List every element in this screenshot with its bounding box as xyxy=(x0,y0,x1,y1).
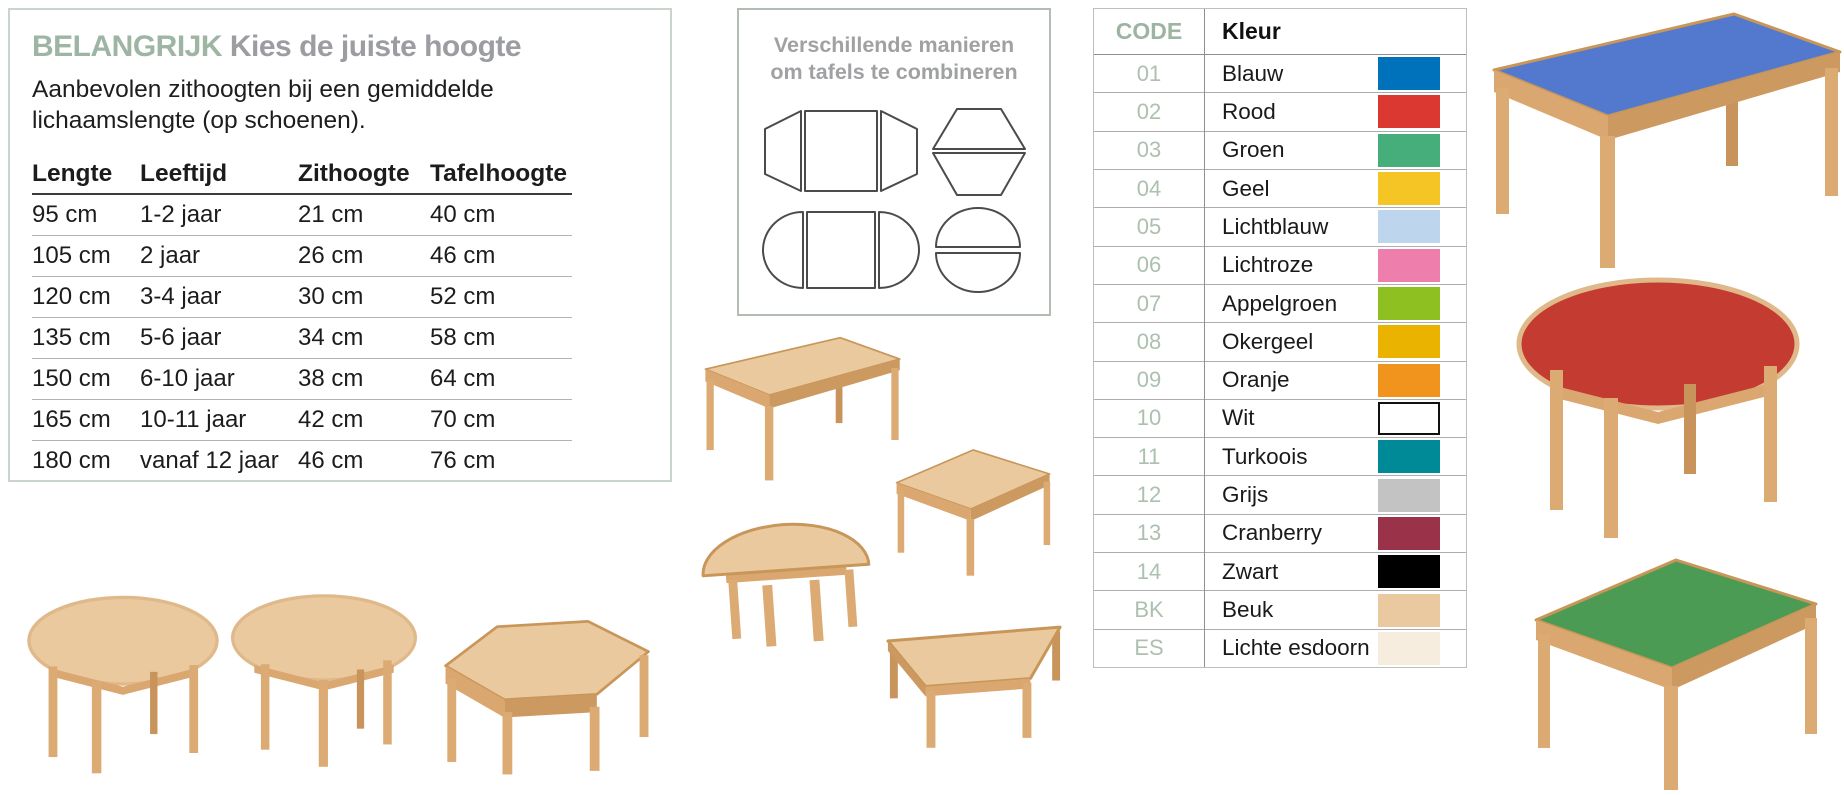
round-table xyxy=(24,592,222,776)
color-row xyxy=(1094,438,1466,476)
height-table-cell: 42 cm xyxy=(298,405,364,433)
rectangular-table-blue xyxy=(1488,6,1844,274)
height-table-cell: 52 cm xyxy=(430,282,496,310)
height-table xyxy=(32,155,572,481)
combinations-title-line1: Verschillende manieren xyxy=(773,33,1015,57)
height-table-cell: vanaf 12 jaar xyxy=(140,446,279,474)
color-swatch xyxy=(1378,325,1440,358)
color-swatch xyxy=(1378,440,1440,473)
hexagonal-table xyxy=(440,600,654,778)
height-table-cell: 40 cm xyxy=(430,200,496,228)
combinations-title xyxy=(739,32,1049,86)
height-table-column-header: Tafelhoogte xyxy=(430,159,568,187)
height-table-cell: 180 cm xyxy=(32,446,111,474)
color-swatch xyxy=(1378,172,1440,205)
height-table-cell: 3-4 jaar xyxy=(140,282,222,310)
height-table-row xyxy=(32,277,572,318)
height-table-cell: 70 cm xyxy=(430,405,496,433)
color-table-header xyxy=(1094,9,1466,55)
color-swatch xyxy=(1378,210,1440,243)
panel-title xyxy=(32,30,670,64)
height-table-cell: 1-2 jaar xyxy=(140,200,222,228)
color-row xyxy=(1094,93,1466,131)
color-swatch xyxy=(1378,364,1440,397)
height-table-column-header: Leeftijd xyxy=(140,159,228,187)
color-row xyxy=(1094,170,1466,208)
height-table-cell: 46 cm xyxy=(430,241,496,269)
color-code-cell: 01 xyxy=(1136,60,1162,86)
color-code-cell: 04 xyxy=(1136,175,1162,201)
color-row xyxy=(1094,476,1466,514)
height-table-row xyxy=(32,236,572,277)
height-table-row xyxy=(32,195,572,236)
color-row xyxy=(1094,515,1466,553)
color-code-cell: 08 xyxy=(1136,328,1162,354)
color-name-cell: Lichtroze xyxy=(1222,252,1314,278)
color-code-cell: 03 xyxy=(1136,137,1162,163)
height-table-row xyxy=(32,318,572,359)
square-table-green xyxy=(1524,542,1824,794)
color-row xyxy=(1094,285,1466,323)
color-code-cell: 11 xyxy=(1137,443,1161,469)
height-table-cell: 30 cm xyxy=(298,282,364,310)
height-table-cell: 38 cm xyxy=(298,364,364,392)
color-code-cell: BK xyxy=(1134,597,1164,623)
round-table-red xyxy=(1512,272,1804,544)
height-table-cell: 120 cm xyxy=(32,282,111,310)
square-table xyxy=(890,440,1054,578)
color-row xyxy=(1094,553,1466,591)
panel-subtitle: Aanbevolen zithoogten bij een gemiddelde lichaamslengte (op schoenen). xyxy=(32,76,494,135)
color-code-cell: ES xyxy=(1134,635,1164,661)
half-round-table xyxy=(698,508,872,648)
color-name-cell: Zwart xyxy=(1222,558,1279,584)
color-code-cell: 09 xyxy=(1136,367,1162,393)
height-table-column-header: Lengte xyxy=(32,159,113,187)
height-table-cell: 105 cm xyxy=(32,241,111,269)
color-code-cell: 05 xyxy=(1136,213,1162,239)
color-row xyxy=(1094,362,1466,400)
color-name-cell: Lichte esdoorn xyxy=(1222,635,1370,661)
color-row xyxy=(1094,247,1466,285)
height-table-row xyxy=(32,400,572,441)
trapezoid-rect-trapezoid-combination-icon xyxy=(761,108,921,194)
color-name-cell: Appelgroen xyxy=(1222,290,1338,316)
color-name-cell: Blauw xyxy=(1222,60,1284,86)
color-swatch xyxy=(1378,134,1440,167)
panel-title-rest: Kies de juiste hoogte xyxy=(229,30,522,63)
kleur-column-header: Kleur xyxy=(1222,18,1281,44)
height-table-body xyxy=(32,195,572,481)
color-swatch xyxy=(1378,632,1440,665)
height-table-row xyxy=(32,441,572,481)
height-table-cell: 76 cm xyxy=(430,446,496,474)
height-table-cell: 135 cm xyxy=(32,323,111,351)
color-name-cell: Okergeel xyxy=(1222,328,1314,354)
color-swatch xyxy=(1378,517,1440,550)
color-swatch xyxy=(1378,249,1440,282)
color-name-cell: Geel xyxy=(1222,175,1270,201)
trapezoid-table xyxy=(882,615,1066,752)
height-table-column-header: Zithoogte xyxy=(298,159,410,187)
color-swatch xyxy=(1378,402,1440,435)
color-name-cell: Groen xyxy=(1222,137,1285,163)
height-table-cell: 2 jaar xyxy=(140,241,201,269)
color-code-panel xyxy=(1093,8,1467,668)
color-row xyxy=(1094,132,1466,170)
combinations-panel xyxy=(737,8,1051,316)
split-circle-icon xyxy=(933,206,1023,296)
color-swatch xyxy=(1378,95,1440,128)
split-hexagon-icon xyxy=(931,107,1027,197)
height-table-header-row xyxy=(32,155,572,195)
height-table-cell: 64 cm xyxy=(430,364,496,392)
height-table-cell: 10-11 jaar xyxy=(140,405,247,433)
color-code-cell: 02 xyxy=(1136,98,1162,124)
halfround-rect-halfround-combination-icon xyxy=(761,210,921,290)
color-code-cell: 10 xyxy=(1136,405,1162,431)
color-name-cell: Lichtblauw xyxy=(1222,213,1329,239)
combinations-title-line2: om tafels te combineren xyxy=(770,59,1018,84)
color-name-cell: Beuk xyxy=(1222,597,1274,623)
code-column-header: CODE xyxy=(1115,18,1183,44)
color-code-cell: 14 xyxy=(1136,558,1162,584)
color-row xyxy=(1094,630,1466,667)
color-row xyxy=(1094,400,1466,438)
height-table-cell: 26 cm xyxy=(298,241,364,269)
color-code-cell: 06 xyxy=(1136,252,1162,278)
color-row xyxy=(1094,55,1466,93)
color-name-cell: Cranberry xyxy=(1222,520,1323,546)
column-divider xyxy=(1204,9,1205,667)
round-table-2 xyxy=(228,585,420,775)
color-name-cell: Turkoois xyxy=(1222,443,1308,469)
color-code-cell: 07 xyxy=(1136,290,1162,316)
height-table-cell: 150 cm xyxy=(32,364,111,392)
color-swatch xyxy=(1378,594,1440,627)
height-table-cell: 34 cm xyxy=(298,323,364,351)
color-row xyxy=(1094,208,1466,246)
color-code-cell: 12 xyxy=(1136,482,1162,508)
rectangular-table xyxy=(702,333,902,484)
color-name-cell: Wit xyxy=(1222,405,1255,431)
height-table-cell: 46 cm xyxy=(298,446,364,474)
color-table-body xyxy=(1094,55,1466,667)
height-table-row xyxy=(32,359,572,400)
color-row xyxy=(1094,323,1466,361)
height-table-cell: 21 cm xyxy=(298,200,364,228)
color-code-cell: 13 xyxy=(1136,520,1162,546)
height-table-cell: 165 cm xyxy=(32,405,111,433)
height-table-cell: 95 cm xyxy=(32,200,98,228)
color-name-cell: Grijs xyxy=(1222,482,1269,508)
height-table-cell: 58 cm xyxy=(430,323,496,351)
color-swatch xyxy=(1378,479,1440,512)
color-name-cell: Oranje xyxy=(1222,367,1290,393)
color-row xyxy=(1094,591,1466,629)
height-table-cell: 5-6 jaar xyxy=(140,323,222,351)
height-guide-panel xyxy=(8,8,672,482)
color-name-cell: Rood xyxy=(1222,98,1276,124)
color-swatch xyxy=(1378,555,1440,588)
color-swatch xyxy=(1378,287,1440,320)
color-swatch xyxy=(1378,57,1440,90)
panel-title-highlight: BELANGRIJK xyxy=(32,30,223,63)
height-table-cell: 6-10 jaar xyxy=(140,364,235,392)
